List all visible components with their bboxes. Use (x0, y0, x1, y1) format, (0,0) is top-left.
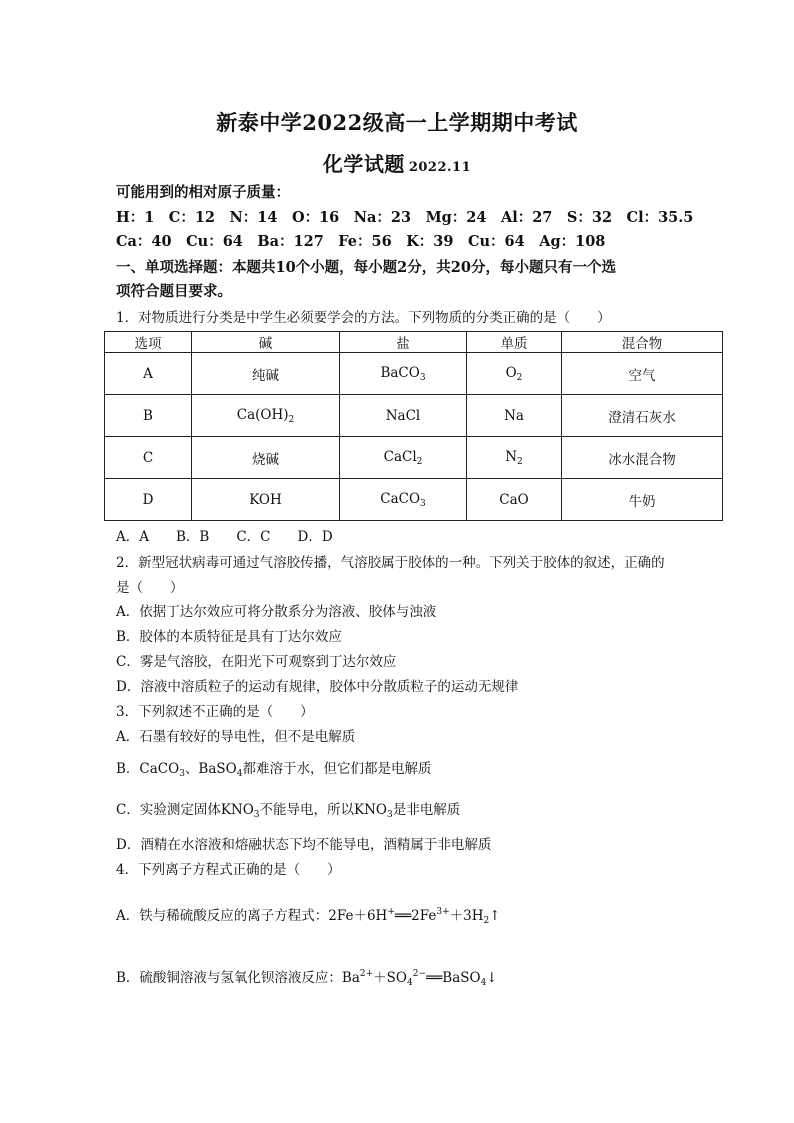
table-header-cell: 选项 (105, 332, 192, 353)
question-1-stem: 1．对物质进行分类是中学生必须要学会的方法。下列物质的分类正确的是（ ） (116, 310, 611, 326)
question-2-option-c: C．雾是气溶胶，在阳光下可观察到丁达尔效应 (116, 654, 397, 670)
section-1-heading-line-1: 一、单项选择题：本题共10个小题，每小题2分，共20分，每小题只有一个选 (116, 259, 616, 276)
option-cell: B (105, 395, 192, 437)
question-4-option-b: B．硫酸铜溶液与氢氧化钡溶液反应：$Ba^{2+}+SO_4^{2-}══BaSO_4↓$ (116, 969, 498, 988)
question-3-option-c: C．实验测定固体$KNO_3$不能导电，所以$KNO_3$是非电解质 (116, 802, 461, 820)
exam-date: 2022.11 (408, 160, 472, 175)
salt-cell: CaCl$_2$ (340, 437, 467, 479)
base-cell: 纯碱 (192, 353, 340, 395)
mixture-cell: 空气 (562, 353, 723, 395)
table-row (105, 437, 723, 479)
option-cell: A (105, 353, 192, 395)
element-cell: CaO (467, 479, 562, 521)
table-row (105, 479, 723, 521)
atomic-mass-line-1: H：1 C：12 N：14 O：16 Na：23 Mg：24 Al：27 S：32 Cl：35.5 (116, 209, 694, 226)
exam-subtitle (0, 148, 794, 177)
table-row (105, 395, 723, 437)
question-2-option-b: B．胶体的本质特征是具有丁达尔效应 (116, 629, 342, 645)
atomic-mass-heading: 可能用到的相对原子质量： (116, 184, 290, 201)
mixture-cell: 澄清石灰水 (562, 395, 723, 437)
base-cell: 烧碱 (192, 437, 340, 479)
question-2-stem-line-2: 是（ ） (116, 580, 184, 596)
salt-cell: BaCO$_3$ (340, 353, 467, 395)
base-cell: $Ca(OH)_2$ (192, 395, 340, 437)
table-header-cell: 混合物 (562, 332, 723, 353)
exam-title: 新泰中学2022级高一上学期期中考试 (216, 110, 578, 135)
table-header-row (105, 332, 723, 353)
subject-title: 化学试题 (322, 152, 405, 176)
table-header-cell: 单质 (467, 332, 562, 353)
table-row (105, 353, 723, 395)
question-3-stem: 3．下列叙述不正确的是（ ） (116, 704, 314, 720)
mixture-cell: 牛奶 (562, 479, 723, 521)
question-1-answers: A．A B．B C．C D．D (116, 529, 333, 545)
question-3-option-a: A．石墨有较好的导电性，但不是电解质 (116, 729, 356, 745)
table-header-cell: 碱 (192, 332, 340, 353)
question-4-stem: 4．下列离子方程式正确的是（ ） (116, 862, 341, 878)
salt-cell: NaCl (340, 395, 467, 437)
option-cell: D (105, 479, 192, 521)
element-cell: $O_2$ (467, 353, 562, 395)
question-2-stem-line-1: 2．新型冠状病毒可通过气溶胶传播，气溶胶属于胶体的一种。下列关于胶体的叙述，正确的 (116, 555, 665, 571)
option-cell: C (105, 437, 192, 479)
question-3-option-d: D．酒精在水溶液和熔融状态下均不能导电，酒精属于非电解质 (116, 837, 492, 853)
question-1-table (104, 331, 723, 521)
element-cell: $N_2$ (467, 437, 562, 479)
salt-cell: CaCO$_3$ (340, 479, 467, 521)
question-4-option-a: A．铁与稀硫酸反应的离子方程式：$2Fe+6H^+══2Fe^{3+}+3H_2↑$ (116, 907, 501, 926)
question-2-option-d: D．溶液中溶质粒子的运动有规律，胶体中分散质粒子的运动无规律 (116, 679, 519, 695)
element-cell: Na (467, 395, 562, 437)
section-1-heading-line-2: 项符合题目要求。 (116, 283, 232, 300)
table-header-cell: 盐 (340, 332, 467, 353)
base-cell: KOH (192, 479, 340, 521)
mixture-cell: 冰水混合物 (562, 437, 723, 479)
question-3-option-b: B．CaCO$_3$、BaSO$_4$都难溶于水，但它们都是电解质 (116, 761, 432, 779)
atomic-mass-line-2: Ca：40 Cu：64 Ba：127 Fe：56 K：39 Cu：64 Ag：108 (116, 233, 606, 250)
question-2-option-a: A．依据丁达尔效应可将分散系分为溶液、胶体与浊液 (116, 604, 437, 620)
